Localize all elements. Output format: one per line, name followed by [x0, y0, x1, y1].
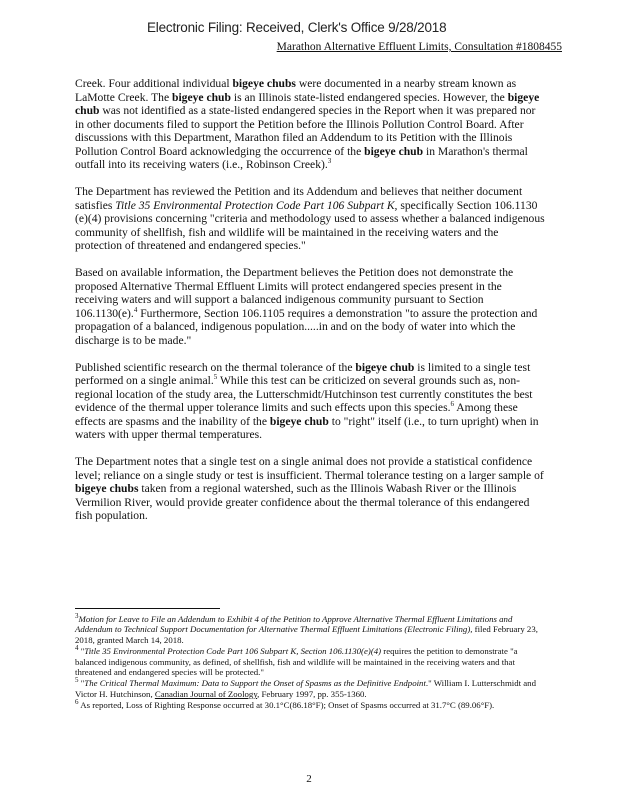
document-body [75, 77, 545, 536]
paragraph-1: Creek. Four additional individual bigeye chubs were documented in a nearby stream known as LaMotte Creek. The bigeye chub is an Illinois state-listed endangered species. However, the bigeye chub was not identified as a state-listed endangered species in the Report when it was prepared nor in other documents filed to support the Petition before the Illinois Pollution Control Board. After discussions with this Department, Marathon filed an Addendum to its Petition with the Illinois Pollution Control Board acknowledging the occurrence of the bigeye chub in Marathon's thermal outfall into its receiving waters (i.e., Robinson Creek).$^3$ [75, 77, 540, 171]
species-name: bigeye chub [364, 144, 424, 158]
species-name: bigeye chub [355, 360, 415, 374]
species-name: bigeye chub [172, 90, 231, 104]
species-name: bigeye chubs [232, 77, 296, 90]
footnote-ref-3: 3 [327, 157, 332, 166]
footnote-4: $^4$ "Title 35 Environmental Protection Code Part 106 Subpart K, Section 106.1130(e)(4) requires the petition to demonstrate "a balanced indigenous community, as defined, of shellfish, fish and wildlife will be maintained in the receiving waters and that threatened and endangered species will be protected." [75, 644, 518, 678]
paragraph-2: The Department has reviewed the Petition and its Addendum and believes that neither document satisfies Title 35 Environmental Protection Code Part 106 Subpart K, specifically Section 106.1130 (e)(4) provisions concerning "criteria and methodology used to assess whether a balanced indigenous community of shellfish, fish and wildlife will be maintained in the receiving waters and the protection of threatened and endangered species." [75, 185, 545, 252]
footnote-ref-4: 4 [133, 305, 138, 314]
footnote-ref-6: 6 [450, 400, 454, 409]
footnote-ref-5: 5 [213, 373, 218, 382]
footnote-divider [75, 608, 220, 609]
paragraph-5: The Department notes that a single test on a single animal does not provide a statistical confidence level; reliance on a single study or test is insufficient. Thermal tolerance testing on a larger sample of bigeye chubs taken from a regional watershed, such as the Illinois Wabash River or the Illinois Vermilion River, would provide greater confidence about the thermal tolerance of this endangered fish population. [75, 455, 544, 522]
electronic-filing-stamp: Electronic Filing: Received, Clerk's Office 9/28/2018 [147, 20, 447, 35]
footnote-5: $^5$ "The Critical Thermal Maximum: Data to Support the Onset of Spasms as the Definitive Endpoint." William I. Lutterschmidt and Victor H. Hutchinson, Canadian Journal of Zoology, February 1997, pp. 355-1360. [75, 676, 536, 699]
paragraph-3: Based on available information, the Department believes the Petition does not demonstrate the proposed Alternative Thermal Effluent Limits will protect endangered species present in the receiving waters and will support a balanced indigenous community pursuant to Section 106.1130(e).$^4$ Furthermore, Section 106.1105 requires a demonstration "to assure the protection and propagation of a balanced, indigenous population.....in and on the body of water into which the discharge is to be made." [75, 266, 538, 347]
regulation-citation: Title 35 Environmental Protection Code Part 106 Subpart K, [115, 198, 398, 212]
species-name: bigeye chub [269, 414, 329, 428]
species-name: bigeye chubs [75, 482, 139, 495]
paragraph-4: Published scientific research on the thermal tolerance of the bigeye chub is limited to a single test performed on a single animal.$^5$ While this test can be criticized on several grounds such as, non-regional location of the study area, the Lutterschmidt/Hutchinson test currently constitutes the best evidence of the thermal upper tolerance limits and such effects upon this species.$^6$ Among these effects are spasms and the inability of the bigeye chub to "right" itself (i.e., to turn upright) when in waters with upper thermal temperatures. [75, 360, 539, 441]
footnote-6: $^6$ As reported, Loss of Righting Response occurred at 30.1°C(86.18°F); Onset of Spasms occurred at 31.7°C (89.06°F). [75, 698, 495, 711]
document-header: Marathon Alternative Effluent Limits, Consultation #1808455 [276, 41, 562, 53]
footnote-3: $^3$Motion for Leave to File an Addendum to Exhibit 4 of the Petition to Approve Alternative Thermal Effluent Limitations and Addendum to Technical Support Documentation for Alternative Thermal Effluent Limitations (Electronic Filing), filed February 23, 2018, granted March 14, 2018. [75, 612, 538, 645]
page-number: 2 [306, 773, 312, 785]
footnotes [75, 614, 545, 712]
species-name: bigeye chub [75, 90, 540, 117]
